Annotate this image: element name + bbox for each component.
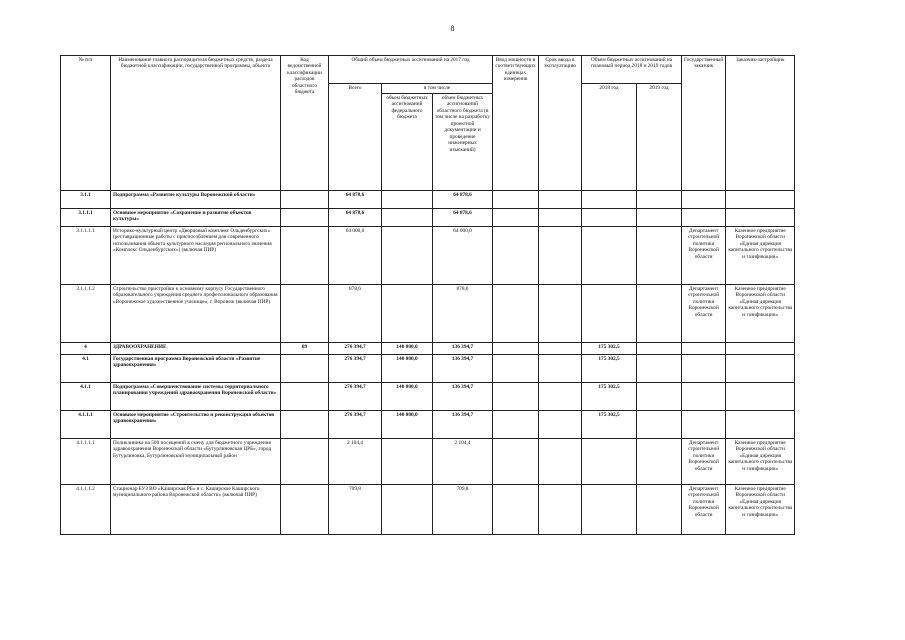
cell-capacity <box>493 285 539 343</box>
cell-term <box>539 343 582 355</box>
cell-num: 4.1 <box>61 355 111 383</box>
cell-term <box>539 485 582 535</box>
cell-y2019 <box>637 355 682 383</box>
cell-capacity <box>493 209 539 227</box>
table-row <box>61 227 795 285</box>
header-code: Код ведомственной классификации расходов областного бюджета <box>281 56 329 191</box>
cell-code <box>281 383 329 411</box>
cell-federal <box>382 209 433 227</box>
table-row <box>61 209 795 227</box>
cell-y2019 <box>637 439 682 485</box>
cell-capacity <box>493 343 539 355</box>
table-row <box>61 191 795 209</box>
cell-capacity <box>493 439 539 485</box>
header-developer: Заказчик-застройщик <box>726 56 795 191</box>
table-row <box>61 383 795 411</box>
cell-y2018: 175 302,5 <box>582 355 637 383</box>
cell-capacity <box>493 355 539 383</box>
cell-developer <box>726 355 795 383</box>
cell-num: 3.1.1.1 <box>61 209 111 227</box>
cell-code <box>281 439 329 485</box>
cell-regional: 64 878,6 <box>433 209 493 227</box>
cell-federal: 140 000,0 <box>382 355 433 383</box>
cell-total: 276 394,7 <box>329 355 382 383</box>
cell-term <box>539 439 582 485</box>
cell-developer <box>726 343 795 355</box>
cell-developer <box>726 383 795 411</box>
cell-code <box>281 191 329 209</box>
header-federal: объем бюджетных ассигнований федерального бюджета <box>382 94 433 191</box>
cell-total: 878,6 <box>329 285 382 343</box>
cell-num: 4.1.1.1.1 <box>61 439 111 485</box>
cell-regional: 878,6 <box>433 285 493 343</box>
table-row <box>61 355 795 383</box>
cell-term <box>539 411 582 439</box>
cell-name: ЗДРАВООХРАНЕНИЕ <box>111 343 281 355</box>
cell-developer: Казенное предприятие Воронежской области «Единая дирекция капитального строительства и газификации» <box>726 227 795 285</box>
cell-developer: Казенное предприятие Воронежской области «Единая дирекция капитального строительства и газификации» <box>726 439 795 485</box>
cell-customer <box>682 191 726 209</box>
cell-name: Основное мероприятие «Строительство и реконструкция объектов здравоохранения» <box>111 411 281 439</box>
cell-term <box>539 285 582 343</box>
table-body <box>61 191 795 535</box>
cell-code <box>281 485 329 535</box>
cell-federal <box>382 485 433 535</box>
header-name: Наименование главного распорядителя бюджетных средств, раздела бюджетной классификации, государственной программы, объекта <box>111 56 281 191</box>
cell-regional: 136 394,7 <box>433 411 493 439</box>
table-header <box>61 56 795 191</box>
cell-y2018 <box>582 191 637 209</box>
cell-name: Поликлиника на 500 посещений в смену для бюджетного учреждения здравоохранения Воронежской области «Бутурлиновская ЦРБ», город Бутурлиновка, Бутурлиновский муниципальный район <box>111 439 281 485</box>
header-capacity: Ввод мощности в соответствующих единицах измерения <box>493 56 539 191</box>
cell-customer <box>682 355 726 383</box>
cell-y2019 <box>637 285 682 343</box>
cell-term <box>539 209 582 227</box>
table-row <box>61 411 795 439</box>
cell-total: 64 878,6 <box>329 209 382 227</box>
cell-code <box>281 285 329 343</box>
cell-name: Подпрограмма «Развитие культуры Воронежской области» <box>111 191 281 209</box>
cell-name: Государственная программа Воронежской области «Развитие здравоохранения» <box>111 355 281 383</box>
cell-y2018: 175 302,5 <box>582 383 637 411</box>
cell-customer: Департамент строительной политики Воронежской области <box>682 285 726 343</box>
header-incl: в том числе <box>382 84 493 94</box>
cell-code <box>281 209 329 227</box>
cell-num: 3.1.1.1.2 <box>61 285 111 343</box>
cell-federal: 140 000,0 <box>382 343 433 355</box>
cell-developer <box>726 209 795 227</box>
cell-customer <box>682 343 726 355</box>
cell-total: 276 394,7 <box>329 411 382 439</box>
cell-developer <box>726 411 795 439</box>
cell-regional: 709,8 <box>433 485 493 535</box>
cell-federal <box>382 191 433 209</box>
cell-y2018 <box>582 439 637 485</box>
cell-y2019 <box>637 411 682 439</box>
cell-y2019 <box>637 343 682 355</box>
cell-federal <box>382 439 433 485</box>
cell-y2019 <box>637 383 682 411</box>
cell-code <box>281 355 329 383</box>
header-num: № п/п <box>61 56 111 191</box>
cell-federal <box>382 285 433 343</box>
table-row <box>61 485 795 535</box>
cell-term <box>539 355 582 383</box>
cell-capacity <box>493 383 539 411</box>
cell-capacity <box>493 485 539 535</box>
table-row <box>61 285 795 343</box>
cell-capacity <box>493 191 539 209</box>
cell-y2019 <box>637 191 682 209</box>
cell-regional: 64 000,0 <box>433 227 493 285</box>
header-total: Всего <box>329 84 382 191</box>
cell-name: Стационар БУЗ ВО «Каширская РБ» в с. Каширское Каширского муниципального района Воронежской области» (включая ПИР) <box>111 485 281 535</box>
header-regional: объем бюджетных ассигнований областного бюджета (в том числе на разработку проектной документации и проведение инженерных изысканий) <box>433 94 493 191</box>
cell-y2019 <box>637 485 682 535</box>
cell-name: Основное мероприятие «Сохранение и развитие объектов культуры» <box>111 209 281 227</box>
header-total-2017: Общий объем бюджетных ассигнований на 2017 год <box>329 56 493 84</box>
cell-regional: 136 394,7 <box>433 355 493 383</box>
cell-developer: Казенное предприятие Воронежской области «Единая дирекция капитального строительства и газификации» <box>726 285 795 343</box>
cell-total: 709,8 <box>329 485 382 535</box>
cell-num: 4.1.1 <box>61 383 111 411</box>
cell-regional: 136 394,7 <box>433 383 493 411</box>
cell-regional: 136 394,7 <box>433 343 493 355</box>
cell-term <box>539 383 582 411</box>
cell-total: 64 878,6 <box>329 191 382 209</box>
cell-customer <box>682 209 726 227</box>
cell-customer: Департамент строительной политики Воронежской области <box>682 485 726 535</box>
cell-code <box>281 411 329 439</box>
cell-federal <box>382 227 433 285</box>
header-customer: Государственный заказчик <box>682 56 726 191</box>
table-row <box>61 343 795 355</box>
cell-num: 4.1.1.1 <box>61 411 111 439</box>
cell-y2018: 175 302,5 <box>582 343 637 355</box>
cell-regional: 64 878,6 <box>433 191 493 209</box>
cell-total: 276 394,7 <box>329 343 382 355</box>
header-2018: 2018 год <box>582 84 637 191</box>
page-number: 8 <box>450 24 455 33</box>
cell-name: Историко-культурный центр «Дворцовый комплекс Ольденбургских» (реставрационные работы с приспособлением для современного использования объекта культурного наследия регионального значения «Комплекс Ольденбургских») (включая ПИР) <box>111 227 281 285</box>
cell-num: 3.1.1.1.1 <box>61 227 111 285</box>
cell-customer <box>682 383 726 411</box>
cell-y2018 <box>582 285 637 343</box>
cell-code <box>281 227 329 285</box>
budget-table <box>60 55 795 535</box>
header-2019: 2019 год <box>637 84 682 191</box>
cell-regional: 2 104,4 <box>433 439 493 485</box>
cell-customer: Департамент строительной политики Воронежской области <box>682 227 726 285</box>
cell-developer <box>726 191 795 209</box>
cell-num: 3.1.1 <box>61 191 111 209</box>
cell-customer: Департамент строительной политики Воронежской области <box>682 439 726 485</box>
cell-y2019 <box>637 227 682 285</box>
cell-term <box>539 227 582 285</box>
header-term: Срок ввода в эксплуатацию <box>539 56 582 191</box>
cell-total: 276 394,7 <box>329 383 382 411</box>
cell-term <box>539 191 582 209</box>
cell-federal: 140 000,0 <box>382 383 433 411</box>
cell-total: 2 104,4 <box>329 439 382 485</box>
cell-code: 09 <box>281 343 329 355</box>
cell-total: 64 000,0 <box>329 227 382 285</box>
cell-num: 4.1.1.1.2 <box>61 485 111 535</box>
cell-name: Подпрограмма «Совершенствование системы территориального планирования учреждений здравоохранения Воронежской области» <box>111 383 281 411</box>
cell-customer <box>682 411 726 439</box>
table-row <box>61 439 795 485</box>
cell-federal: 140 000,0 <box>382 411 433 439</box>
header-planned: Объем бюджетных ассигнований на плановый период 2018 и 2019 годов <box>582 56 682 84</box>
cell-y2018 <box>582 485 637 535</box>
cell-y2019 <box>637 209 682 227</box>
cell-y2018 <box>582 227 637 285</box>
cell-y2018: 175 302,5 <box>582 411 637 439</box>
cell-capacity <box>493 227 539 285</box>
cell-capacity <box>493 411 539 439</box>
cell-name: Строительство пристройки к основному корпусу Государственного образовательного учреждения среднего профессионального образования «Воронежское художественное училище», г. Воронеж (включая ПИР) <box>111 285 281 343</box>
cell-y2018 <box>582 209 637 227</box>
cell-num: 4 <box>61 343 111 355</box>
cell-developer: Казенное предприятие Воронежской области «Единая дирекция капитального строительства и газификации» <box>726 485 795 535</box>
